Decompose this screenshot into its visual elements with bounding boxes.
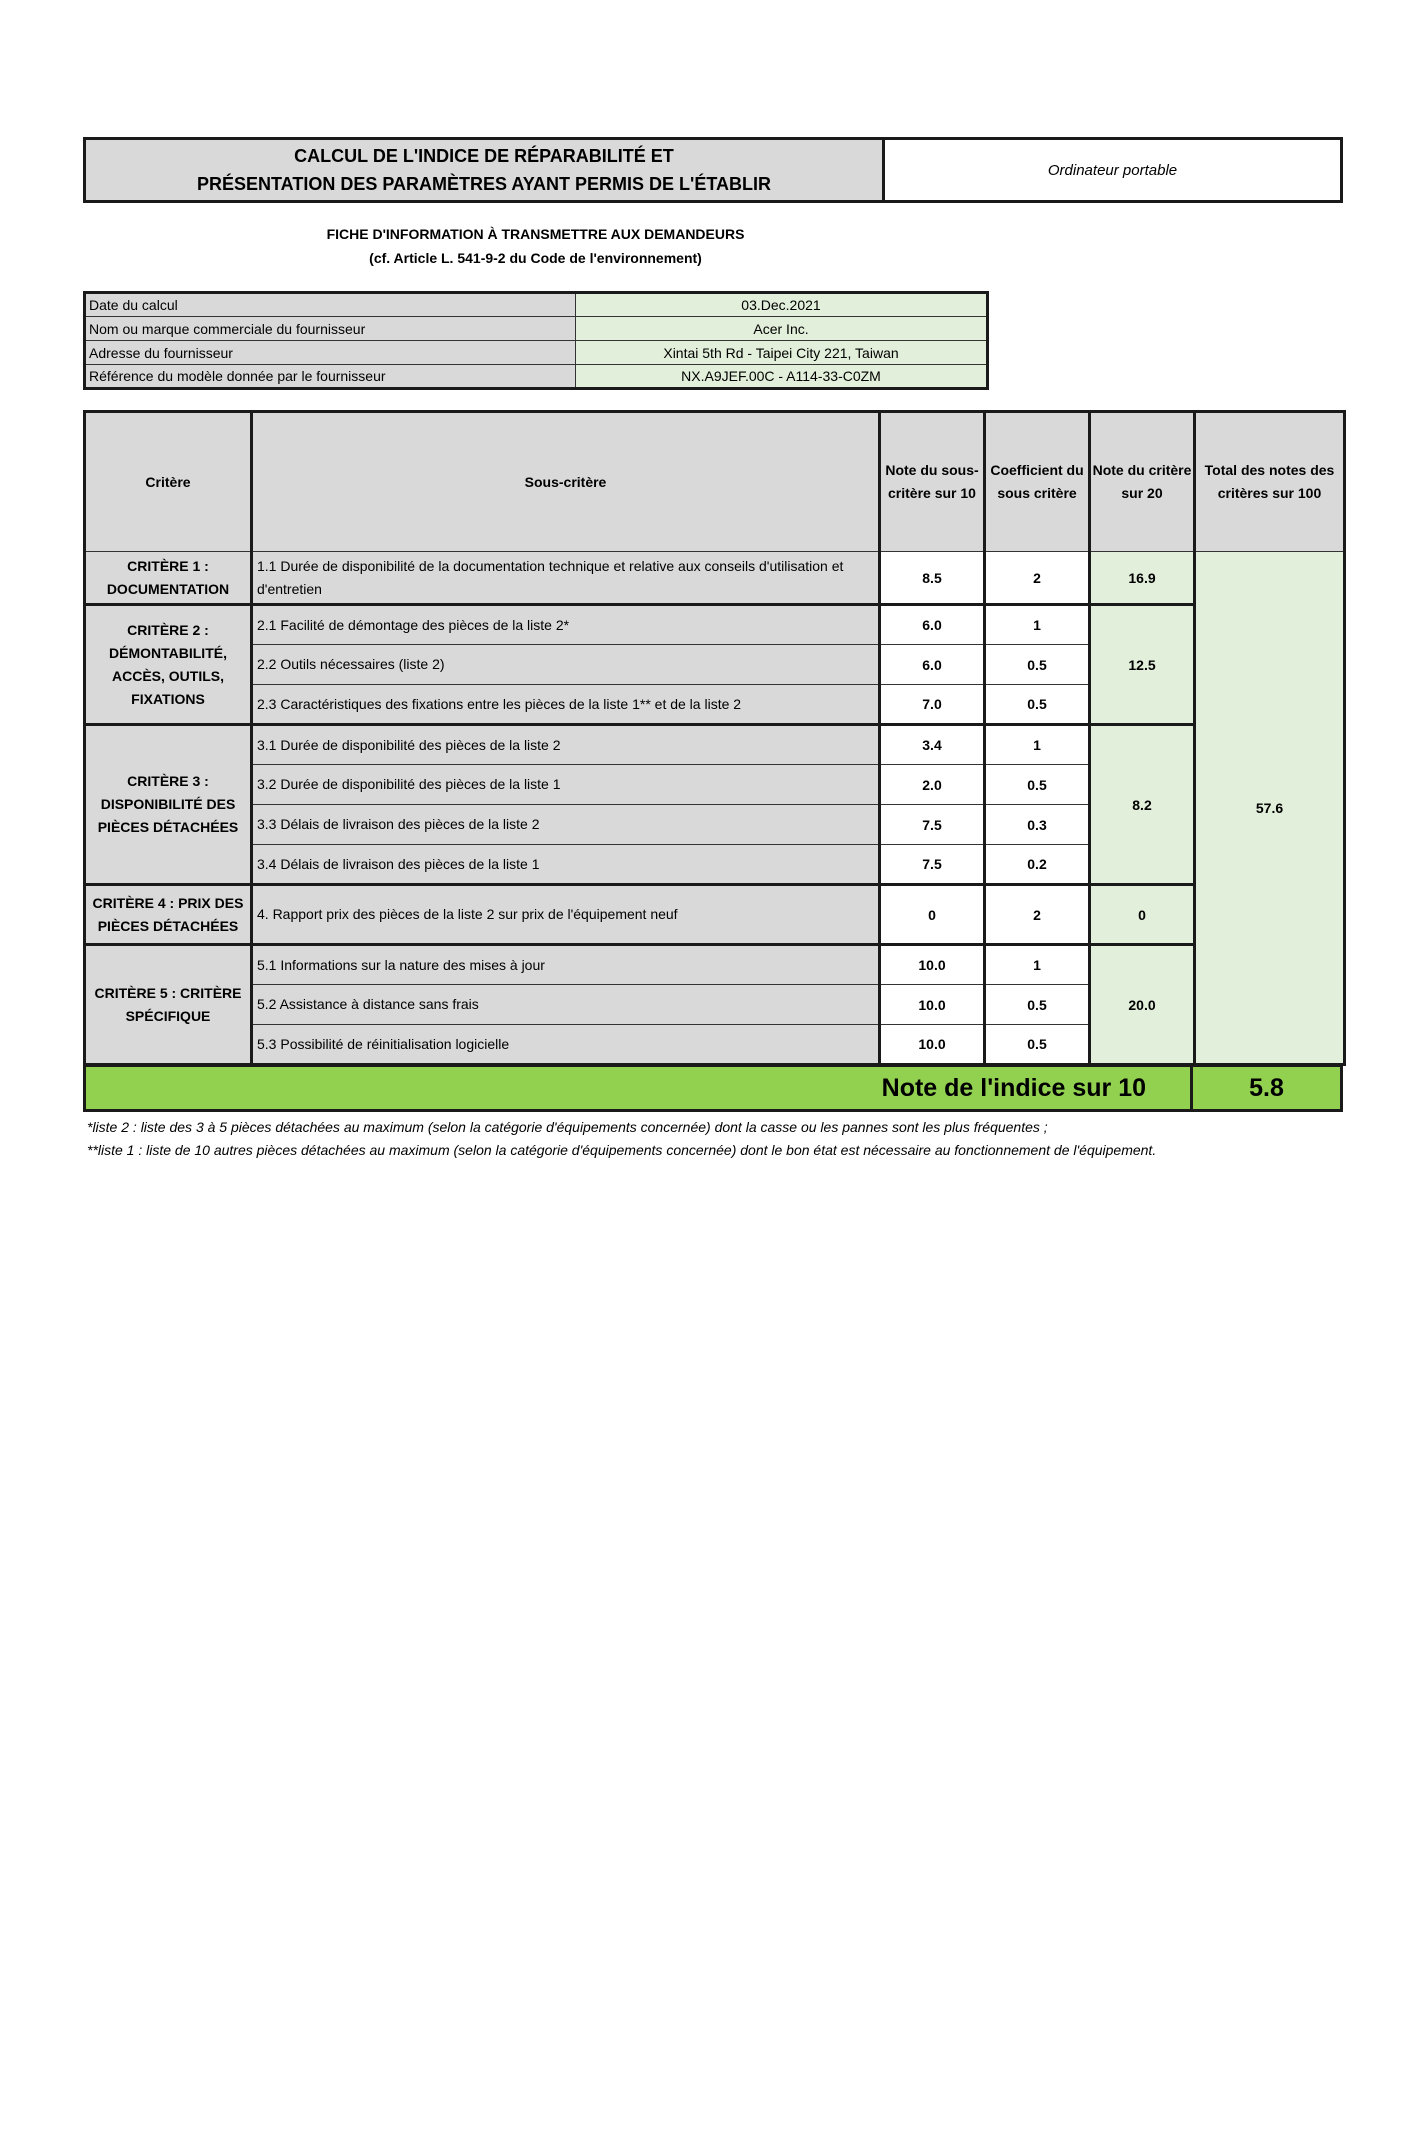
product-category: Ordinateur portable <box>1047 161 1178 179</box>
title-line-1: CALCUL DE L'INDICE DE RÉPARABILITÉ ET <box>294 146 674 166</box>
subcriterion-coefficient: 0.5 <box>985 985 1090 1025</box>
final-score-label: Note de l'indice sur 10 <box>86 1067 1193 1109</box>
header-row <box>85 412 1345 552</box>
info-row <box>85 317 988 341</box>
footnote-list-1: **liste 1 : liste de 10 autres pièces détachées au maximum (selon la catégorie d'équipements concernée) dont le bon état est nécessaire au fonctionnement de l'équipement. <box>87 1142 1157 1158</box>
subcriterion-coefficient: 2 <box>985 885 1090 945</box>
table-row <box>85 552 1345 605</box>
subcriterion-coefficient: 0.5 <box>985 645 1090 685</box>
subcriterion-label: 3.4 Délais de livraison des pièces de la liste 1 <box>252 845 880 885</box>
total-score: 57.6 <box>1195 552 1345 1065</box>
subcriterion-coefficient: 1 <box>985 945 1090 985</box>
criterion-label: CRITÈRE 3 : DISPONIBILITÉ DES PIÈCES DÉTACHÉES <box>85 725 252 885</box>
subcriterion-score: 7.0 <box>880 685 985 725</box>
subcriterion-score: 10.0 <box>880 1025 985 1065</box>
column-header-coefficient: Coefficient du sous critère <box>985 412 1090 552</box>
subcriterion-score: 10.0 <box>880 985 985 1025</box>
subcriterion-score: 7.5 <box>880 845 985 885</box>
subcriterion-label: 3.2 Durée de disponibilité des pièces de la liste 1 <box>252 765 880 805</box>
table-row <box>85 725 1345 765</box>
column-header-sous-critere: Sous-critère <box>252 412 880 552</box>
criterion-score: 20.0 <box>1090 945 1195 1065</box>
subcriterion-score: 0 <box>880 885 985 945</box>
subcriterion-score: 6.0 <box>880 645 985 685</box>
final-score-row <box>83 1064 1343 1112</box>
subcriterion-label: 3.1 Durée de disponibilité des pièces de la liste 2 <box>252 725 880 765</box>
criterion-score: 12.5 <box>1090 605 1195 725</box>
subcriterion-coefficient: 0.5 <box>985 685 1090 725</box>
final-score-value: 5.8 <box>1249 1073 1284 1102</box>
info-value: NX.A9JEF.00C - A114-33-C0ZM <box>576 365 988 389</box>
subcriterion-label: 4. Rapport prix des pièces de la liste 2 sur prix de l'équipement neuf <box>252 885 880 945</box>
criterion-label: CRITÈRE 4 : PRIX DES PIÈCES DÉTACHÉES <box>85 885 252 945</box>
criterion-label: CRITÈRE 5 : CRITÈRE SPÉCIFIQUE <box>85 945 252 1065</box>
subcriterion-label: 2.1 Facilité de démontage des pièces de la liste 2* <box>252 605 880 645</box>
criterion-score: 0 <box>1090 885 1195 945</box>
column-header-note-critere: Note du critère sur 20 <box>1090 412 1195 552</box>
subcriterion-score: 8.5 <box>880 552 985 605</box>
table-row <box>85 945 1345 985</box>
subcriterion-coefficient: 0.2 <box>985 845 1090 885</box>
info-label: Date du calcul <box>85 293 576 317</box>
table-row <box>85 885 1345 945</box>
subcriterion-label: 2.2 Outils nécessaires (liste 2) <box>252 645 880 685</box>
repairability-table <box>83 410 1346 1066</box>
subcriterion-score: 7.5 <box>880 805 985 845</box>
subheading <box>83 222 988 270</box>
subcriterion-coefficient: 0.3 <box>985 805 1090 845</box>
subcriterion-label: 5.3 Possibilité de réinitialisation logicielle <box>252 1025 880 1065</box>
column-header-total: Total des notes des critères sur 100 <box>1195 412 1345 552</box>
info-value: Acer Inc. <box>576 317 988 341</box>
subcriterion-label: 3.3 Délais de livraison des pièces de la liste 2 <box>252 805 880 845</box>
criterion-score: 16.9 <box>1090 552 1195 605</box>
subcriterion-coefficient: 0.5 <box>985 765 1090 805</box>
subheading-line-1: FICHE D'INFORMATION À TRANSMETTRE AUX DEMANDEURS <box>326 226 745 242</box>
subcriterion-score: 2.0 <box>880 765 985 805</box>
title-box <box>83 137 1343 203</box>
footnotes <box>87 1116 1357 1162</box>
subcriterion-label: 5.1 Informations sur la nature des mises à jour <box>252 945 880 985</box>
info-label: Référence du modèle donnée par le fournisseur <box>85 365 576 389</box>
subcriterion-label: 2.3 Caractéristiques des fixations entre les pièces de la liste 1** et de la liste 2 <box>252 685 880 725</box>
criterion-label: CRITÈRE 2 : DÉMONTABILITÉ, ACCÈS, OUTILS, FIXATIONS <box>85 605 252 725</box>
info-value: Xintai 5th Rd - Taipei City 221, Taiwan <box>576 341 988 365</box>
column-header-critere: Critère <box>85 412 252 552</box>
criterion-score: 8.2 <box>1090 725 1195 885</box>
column-header-note-sous-critere: Note du sous-critère sur 10 <box>880 412 985 552</box>
subcriterion-label: 5.2 Assistance à distance sans frais <box>252 985 880 1025</box>
subcriterion-score: 6.0 <box>880 605 985 645</box>
table-row <box>85 605 1345 645</box>
info-label: Nom ou marque commerciale du fournisseur <box>85 317 576 341</box>
info-label: Adresse du fournisseur <box>85 341 576 365</box>
subheading-line-2: (cf. Article L. 541-9-2 du Code de l'environnement) <box>369 250 702 266</box>
subcriterion-coefficient: 1 <box>985 605 1090 645</box>
info-value: 03.Dec.2021 <box>576 293 988 317</box>
subcriterion-coefficient: 2 <box>985 552 1090 605</box>
subcriterion-score: 3.4 <box>880 725 985 765</box>
subcriterion-coefficient: 1 <box>985 725 1090 765</box>
criterion-label: CRITÈRE 1 : DOCUMENTATION <box>85 552 252 605</box>
footnote-list-2: *liste 2 : liste des 3 à 5 pièces détachées au maximum (selon la catégorie d'équipements concernée) dont la casse ou les pannes sont les plus fréquentes ; <box>87 1119 1048 1135</box>
document-title <box>86 140 885 200</box>
info-row <box>85 365 988 389</box>
subcriterion-score: 10.0 <box>880 945 985 985</box>
info-row <box>85 293 988 317</box>
info-row <box>85 341 988 365</box>
supplier-info-table <box>83 291 989 390</box>
subcriterion-label: 1.1 Durée de disponibilité de la documentation technique et relative aux conseils d'utilisation et d'entretien <box>252 552 880 605</box>
title-line-2: PRÉSENTATION DES PARAMÈTRES AYANT PERMIS DE L'ÉTABLIR <box>196 174 771 194</box>
subcriterion-coefficient: 0.5 <box>985 1025 1090 1065</box>
